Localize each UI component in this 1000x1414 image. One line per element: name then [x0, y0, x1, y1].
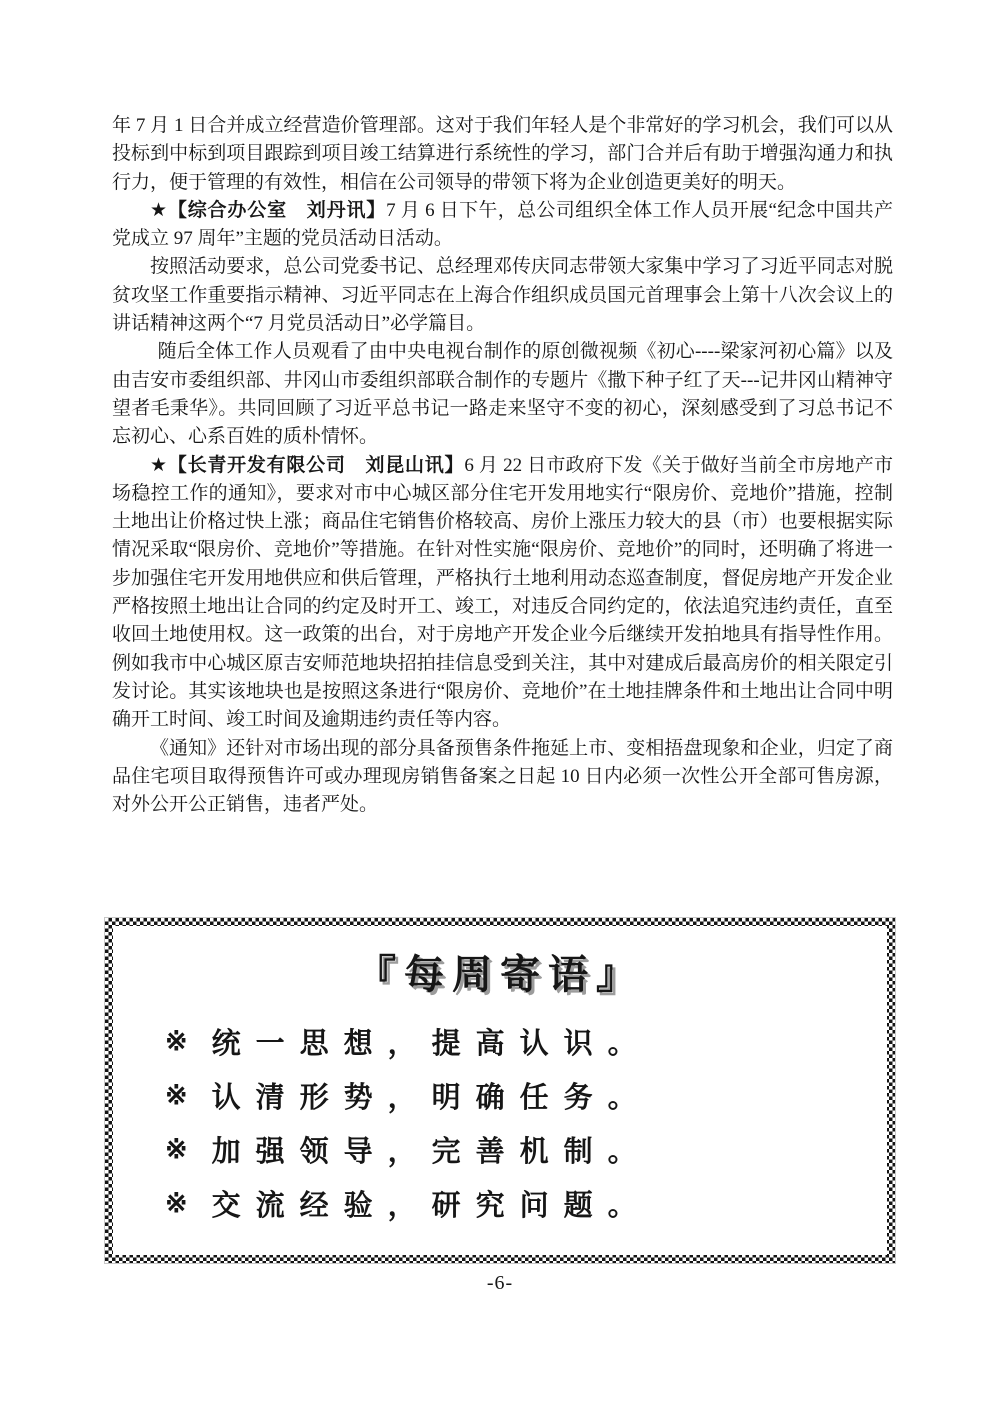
weekly-message-item [165, 1122, 887, 1176]
paragraph-text: 年 7 月 1 日合并成立经营造价管理部。这对于我们年轻人是个非常好的学习机会，我们可以从投标到中标到项目跟踪到项目竣工结算进行系统性的学习，部门合并后有助于增强沟通力和执行力，便于管理的有效性，相信在公司领导的带领下将为企业创造更美好的明天。 [112, 115, 893, 193]
weekly-item-text: 交流经验，研究问题。 [211, 1189, 652, 1222]
paragraph-lead: ★【综合办公室 刘丹讯】 [150, 199, 387, 221]
reference-mark-icon: ※ [165, 1025, 188, 1056]
paragraph-text: 随后全体工作人员观看了由中央电视台制作的原创微视频《初心----梁家河初心篇》以及由吉安市委组织部、井冈山市委组织部联合制作的专题片《撒下种子红了天---记井冈山精神守望者毛秉华》。共同回顾了习近平总书记一路走来坚守不变的初心，深刻感受到了习总书记不忘初心、心系百姓的质朴情怀。 [112, 341, 893, 448]
paragraph-text: 6 月 22 日市政府下发《关于做好当前全市房地产市场稳控工作的通知》，要求对市中心城区部分住宅开发用地实行“限房价、竞地价”措施，控制土地出让价格过快上涨；商品住宅销售价格较高、房价上涨压力较大的县（市）也要根据实际情况采取“限房价、竞地价”等措施。在针对性实施“限房价、竞地价”的同时，还明确了将进一步加强住宅开发用地供应和供后管理，严格执行土地利用动态巡查制度，督促房地产开发企业严格按照土地出让合同的约定及时开工、竣工，对违反合同约定的，依法追究违约责任，直至收回土地使用权。这一政策的出台，对于房地产开发企业今后继续开发拍地具有指导性作用。例如我市中心城区原吉安师范地块招拍挂信息受到关注，其中对建成后最高房价的相关限定引发讨论。其实该地块也是按照这条进行“限房价、竞地价”在土地挂牌条件和土地出让合同中明确开工时间、竣工时间及逾期违约责任等内容。 [112, 454, 893, 731]
reference-mark-icon: ※ [165, 1079, 188, 1110]
weekly-item-text: 认清形势，明确任务。 [211, 1081, 652, 1114]
weekly-item-text: 统一思想，提高认识。 [211, 1027, 652, 1060]
paragraph-text: 按照活动要求，总公司党委书记、总经理邓传庆同志带领大家集中学习了习近平同志对脱贫攻坚工作重要指示精神、习近平同志在上海合作组织成员国元首理事会上第十八次会议上的讲话精神这两个“7 月党员活动日”必学篇目。 [112, 256, 893, 335]
weekly-message-item [165, 1176, 887, 1230]
paragraph [112, 253, 893, 338]
paragraph [112, 735, 893, 820]
reference-mark-icon: ※ [165, 1133, 188, 1164]
paragraph [112, 112, 893, 197]
paragraph [112, 452, 893, 735]
weekly-message-title: 『每周寄语』 [356, 952, 644, 997]
weekly-message-item [165, 1068, 887, 1122]
reference-mark-icon: ※ [165, 1187, 188, 1218]
paragraph-text: 《通知》还针对市场出现的部分具备预售条件拖延上市、变相捂盘现象和企业，归定了商品住宅项目取得预售许可或办理现房销售备案之日起 10 日内必须一次性公开全部可售房源，对外公开公正销售，违者严处。 [112, 737, 893, 816]
paragraph [112, 197, 893, 254]
page-number: -6- [486, 1272, 514, 1294]
paragraph-text: 7 月 6 日下午，总公司组织全体工作人员开展“纪念中国共产党成立 97 周年”主题的党员活动日活动。 [112, 199, 893, 250]
paragraph [112, 338, 893, 451]
paragraph-lead: ★【长青开发有限公司 刘昆山讯】 [150, 454, 465, 476]
weekly-message-box [105, 918, 895, 1263]
weekly-message-inner [113, 926, 887, 1255]
weekly-item-text: 加强领导，完善机制。 [211, 1135, 652, 1168]
weekly-message-item [165, 1014, 887, 1068]
article-body [112, 112, 893, 914]
